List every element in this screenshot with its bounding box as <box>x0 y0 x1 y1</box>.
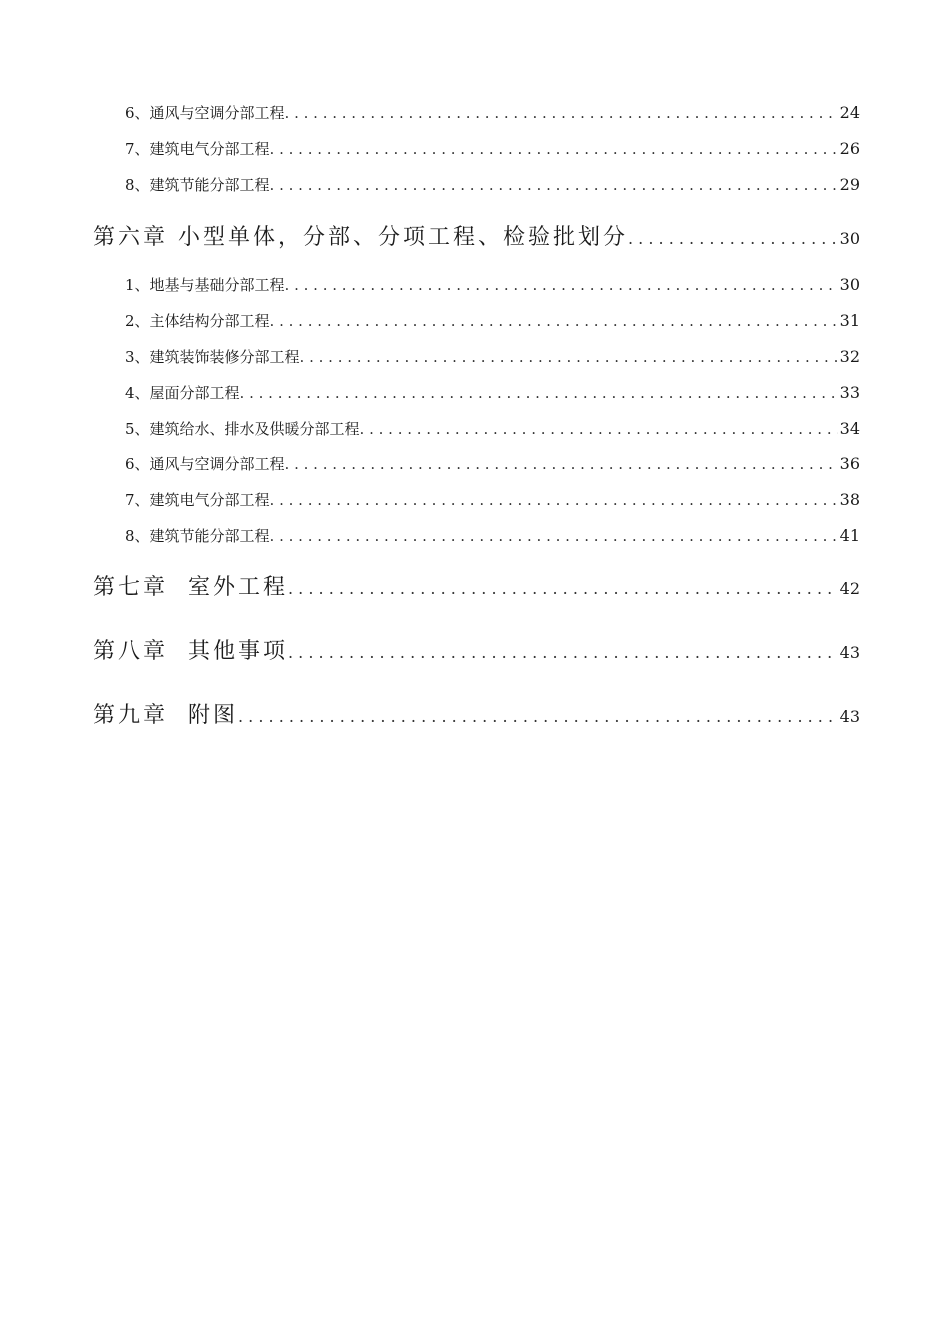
toc-entry-label: 4、屋面分部工程 <box>125 384 240 402</box>
toc-entry-label: 5、建筑给水、排水及供暖分部工程 <box>125 420 360 438</box>
dot-leader <box>240 384 838 402</box>
toc-page-number: 43 <box>839 707 860 726</box>
toc-chapter-entry[interactable] <box>93 634 860 664</box>
toc-entry-label: 8、建筑节能分部工程 <box>125 527 270 545</box>
dot-leader <box>628 229 838 248</box>
toc-page-number: 31 <box>839 311 860 330</box>
dot-leader <box>285 104 838 122</box>
toc-entry-label: 8、建筑节能分部工程 <box>125 176 270 194</box>
dot-leader <box>238 707 838 726</box>
toc-page-number: 36 <box>839 454 860 473</box>
toc-page-number: 29 <box>839 175 860 194</box>
toc-entry[interactable] <box>125 310 860 330</box>
toc-page-number: 41 <box>839 526 860 545</box>
toc-page-number: 42 <box>839 579 860 598</box>
dot-leader <box>270 176 838 194</box>
toc-entry[interactable] <box>125 418 860 438</box>
toc-page-number: 34 <box>839 419 860 438</box>
toc-entry[interactable] <box>125 138 860 158</box>
toc-page-number: 30 <box>839 229 860 248</box>
dot-leader <box>285 455 838 473</box>
toc-page-number: 38 <box>839 490 860 509</box>
toc-page-number: 33 <box>839 383 860 402</box>
toc-entry[interactable] <box>125 382 860 402</box>
dot-leader <box>288 643 838 662</box>
dot-leader <box>270 140 838 158</box>
toc-entry-label: 1、地基与基础分部工程 <box>125 276 285 294</box>
toc-chapter-label: 第八章 其他事项 <box>93 639 288 664</box>
toc-page-number: 30 <box>839 275 860 294</box>
dot-leader <box>285 276 838 294</box>
dot-leader <box>360 420 838 438</box>
toc-chapter-entry[interactable] <box>93 570 860 600</box>
dot-leader <box>288 579 838 598</box>
dot-leader <box>300 348 838 366</box>
toc-entry[interactable] <box>125 525 860 545</box>
dot-leader <box>270 491 838 509</box>
toc-entry[interactable] <box>125 453 860 473</box>
toc-entry[interactable] <box>125 346 860 366</box>
toc-entry[interactable] <box>125 174 860 194</box>
toc-entry-label: 7、建筑电气分部工程 <box>125 140 270 158</box>
toc-chapter-label: 第七章 室外工程 <box>93 575 288 600</box>
toc-chapter-label: 第九章 附图 <box>93 703 238 728</box>
toc-chapter-label: 第六章 小型单体，分部、分项工程、检验批划分 <box>93 225 628 250</box>
dot-leader <box>270 312 838 330</box>
toc-chapter-entry[interactable] <box>93 698 860 728</box>
toc-entry-label: 6、通风与空调分部工程 <box>125 104 285 122</box>
toc-page-number: 24 <box>839 103 860 122</box>
toc-entry-label: 2、主体结构分部工程 <box>125 312 270 330</box>
toc-entry[interactable] <box>125 274 860 294</box>
toc-entry-label: 3、建筑装饰装修分部工程 <box>125 348 300 366</box>
toc-entry-label: 6、通风与空调分部工程 <box>125 455 285 473</box>
toc-page-number: 26 <box>839 139 860 158</box>
dot-leader <box>270 527 838 545</box>
toc-entry[interactable] <box>125 489 860 509</box>
toc-entry-label: 7、建筑电气分部工程 <box>125 491 270 509</box>
toc-page-number: 32 <box>839 347 860 366</box>
toc-entry[interactable] <box>125 102 860 122</box>
toc-chapter-entry[interactable] <box>93 220 860 250</box>
toc-page-number: 43 <box>839 643 860 662</box>
